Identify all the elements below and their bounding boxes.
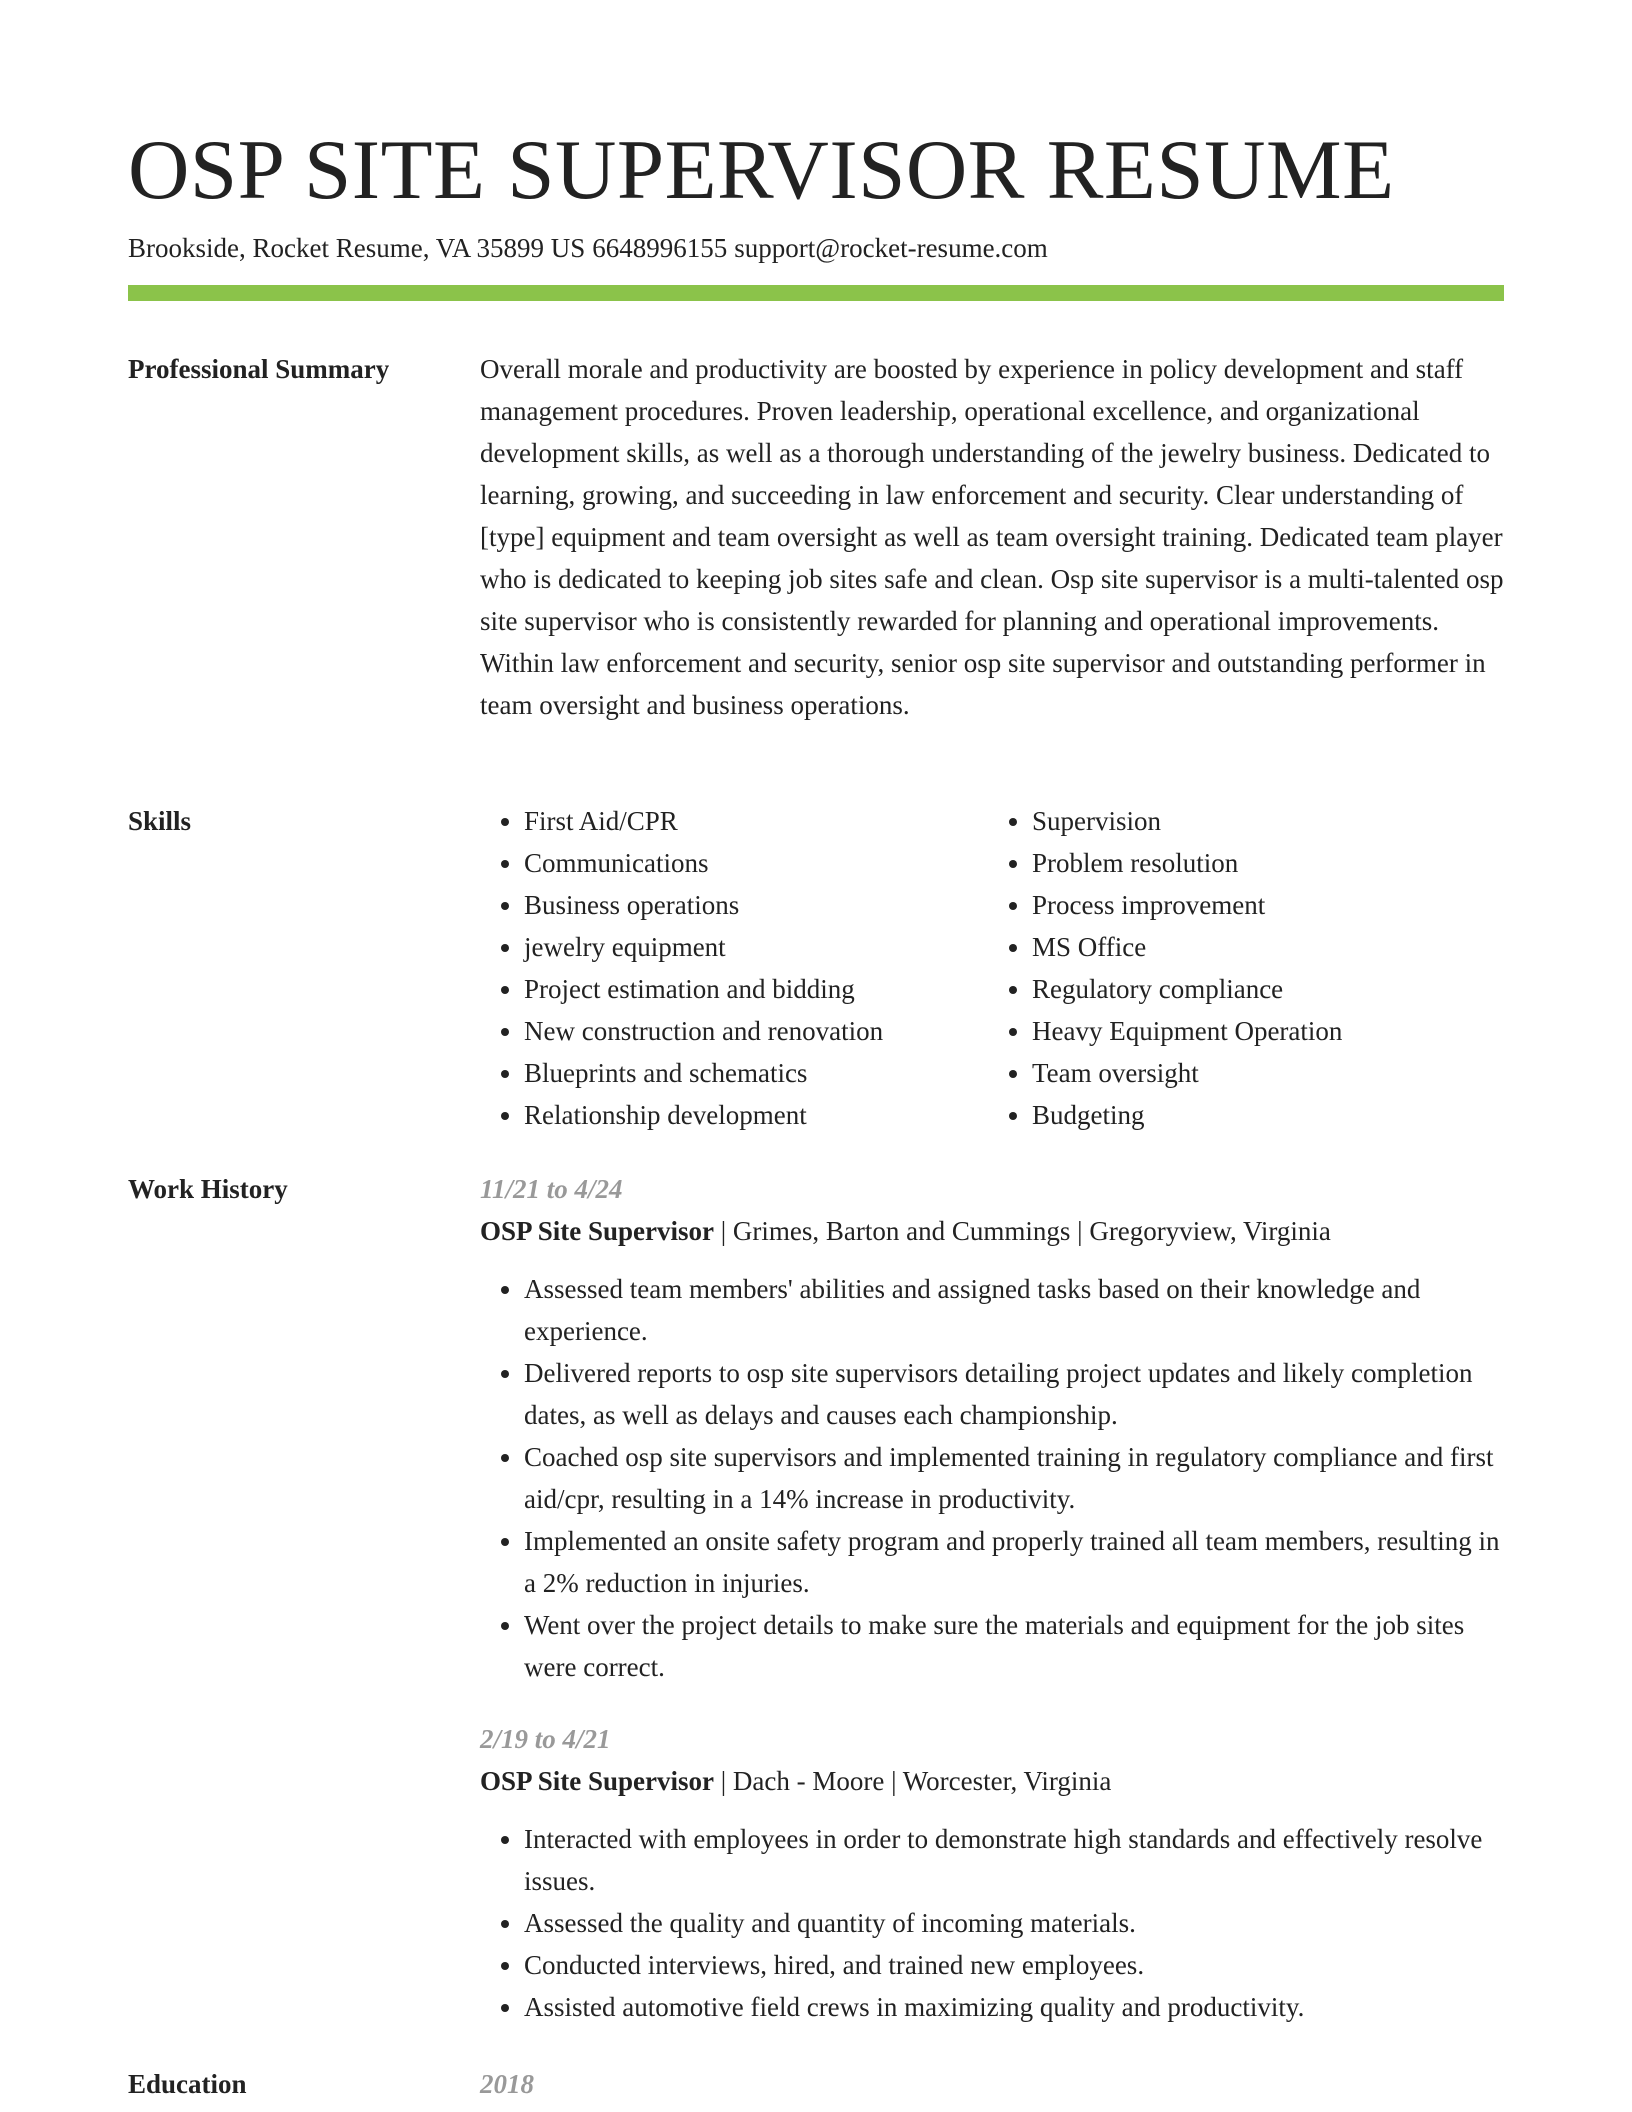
education-heading: Education bbox=[128, 2069, 247, 2099]
job-title-line bbox=[480, 1210, 1504, 1252]
job-bullet: • Assessed the quality and quantity of incoming materials. bbox=[524, 1902, 1504, 1944]
job-bullet: • Interacted with employees in order to demonstrate high standards and effectively resolve issues. bbox=[524, 1818, 1504, 1902]
work-history-body bbox=[480, 1168, 1504, 2028]
skill-item: • Process improvement bbox=[1032, 884, 1492, 926]
job-dates: 2/19 to 4/21 bbox=[480, 1724, 611, 1754]
job-bullet: • Coached osp site supervisors and implemented training in regulatory compliance and first aid/cpr, resulting in a 14% increase in productivity. bbox=[524, 1436, 1504, 1520]
header-divider bbox=[128, 285, 1504, 301]
job-bullets bbox=[480, 1268, 1504, 1688]
job-role: OSP Site Supervisor bbox=[480, 1766, 715, 1796]
education-date: 2018 bbox=[480, 2069, 534, 2099]
summary-heading: Professional Summary bbox=[128, 354, 390, 384]
job-bullet: • Assisted automotive field crews in maximizing quality and productivity. bbox=[524, 1986, 1504, 2028]
skill-item: • First Aid/CPR bbox=[524, 800, 984, 842]
job-details: | Grimes, Barton and Cummings | Gregoryview, Virginia bbox=[714, 1216, 1331, 1246]
skills-list-right bbox=[984, 800, 1492, 1136]
job-title-line bbox=[480, 1760, 1504, 1802]
skill-item: • Supervision bbox=[1032, 800, 1492, 842]
skill-item: • Relationship development bbox=[524, 1094, 984, 1136]
summary-text: Overall morale and productivity are boosted by experience in policy development and staff management procedures. Proven leadership, operational excellence, and organizational development skills, as well as a thorough understanding of the jewelry business. Dedicated to learning, growing, and succeeding in law enforcement and security. Clear understanding of [type] equipment and team oversight as well as team oversight training. Dedicated team player who is dedicated to keeping job sites safe and clean. Osp site supervisor is a multi-talented osp site supervisor who is consistently rewarded for planning and operational improvements. Within law enforcement and security, senior osp site supervisor and outstanding performer in team oversight and business operations. bbox=[480, 354, 1504, 720]
work-history-heading: Work History bbox=[128, 1174, 288, 1204]
skills-list-left bbox=[480, 800, 984, 1136]
job-bullet: • Assessed team members' abilities and assigned tasks based on their knowledge and experience. bbox=[524, 1268, 1504, 1352]
job-bullets bbox=[480, 1818, 1504, 2028]
contact-phone: 6648996155 bbox=[592, 233, 728, 263]
contact-email: support@rocket-resume.com bbox=[734, 233, 1048, 263]
skill-item: • jewelry equipment bbox=[524, 926, 984, 968]
job-bullet: • Delivered reports to osp site supervisors detailing project updates and likely completion dates, as well as delays and causes each championship. bbox=[524, 1352, 1504, 1436]
skills-grid bbox=[480, 800, 1504, 1136]
job-dates: 11/21 to 4/24 bbox=[480, 1174, 623, 1204]
skill-item: • Problem resolution bbox=[1032, 842, 1492, 884]
resume-title: OSP SITE SUPERVISOR RESUME bbox=[128, 123, 1395, 217]
job-bullet: • Went over the project details to make sure the materials and equipment for the job sites were correct. bbox=[524, 1604, 1504, 1688]
summary-body bbox=[480, 348, 1504, 726]
skill-item: • Communications bbox=[524, 842, 984, 884]
job-bullet: • Implemented an onsite safety program and properly trained all team members, resulting in a 2% reduction in injuries. bbox=[524, 1520, 1504, 1604]
contact-address: Brookside, Rocket Resume, VA 35899 US bbox=[128, 233, 586, 263]
contact-line bbox=[128, 230, 1048, 266]
skill-item: • MS Office bbox=[1032, 926, 1492, 968]
skill-item: • Budgeting bbox=[1032, 1094, 1492, 1136]
skill-item: • New construction and renovation bbox=[524, 1010, 984, 1052]
job-entry bbox=[480, 1718, 1504, 2028]
skills-body bbox=[480, 800, 1504, 1136]
skill-item: • Blueprints and schematics bbox=[524, 1052, 984, 1094]
skill-item: • Team oversight bbox=[1032, 1052, 1492, 1094]
skill-item: • Project estimation and bidding bbox=[524, 968, 984, 1010]
education-body bbox=[480, 2063, 1504, 2105]
job-bullet: • Conducted interviews, hired, and trained new employees. bbox=[524, 1944, 1504, 1986]
job-details: | Dach - Moore | Worcester, Virginia bbox=[714, 1766, 1112, 1796]
job-entry bbox=[480, 1168, 1504, 1688]
skill-item: • Regulatory compliance bbox=[1032, 968, 1492, 1010]
job-role: OSP Site Supervisor bbox=[480, 1216, 715, 1246]
skill-item: • Business operations bbox=[524, 884, 984, 926]
skills-heading: Skills bbox=[128, 806, 192, 836]
skill-item: • Heavy Equipment Operation bbox=[1032, 1010, 1492, 1052]
